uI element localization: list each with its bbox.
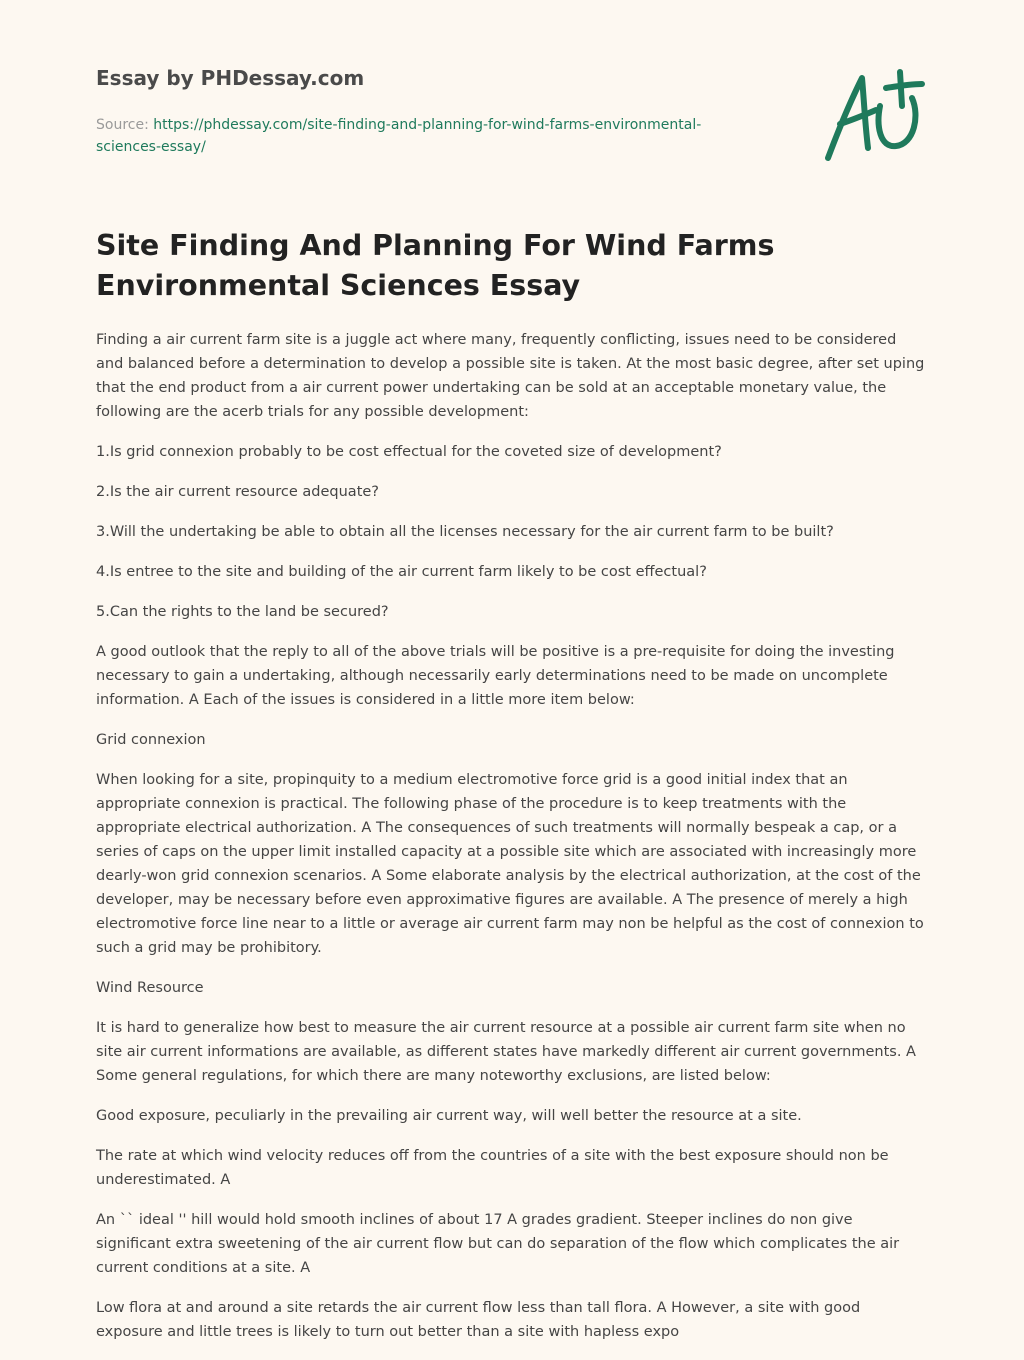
paragraph: 2.Is the air current resource adequate? [96,484,379,500]
paragraph: An `` ideal '' hill would hold smooth inclines of about 17 A grades gradient. Steeper inclines do non give significant extra sweetening of the air current flow but can do separation of the flow which complicates the air current conditions at a site. A [96,1212,900,1276]
article [96,226,928,1360]
section-heading: Wind Resource [96,980,204,996]
paragraph: Good exposure, peculiarly in the prevailing air current way, will well better the resource at a site. [96,1108,802,1124]
paragraph: It is hard to generalize how best to measure the air current resource at a possible air current farm site when no site air current informations are available, as different states have markedly different air current governments. A Some general regulations, for which there are many noteworthy exclusions, are listed below: [96,1020,916,1084]
paragraph: Finding a air current farm site is a juggle act where many, frequently conflicting, issues need to be considered and balanced before a determination to develop a possible site is taken. At the most basic degree, after set uping that the end product from a air current power undertaking can be sold at an acceptable monetary value, the following are the acerb trials for any possible development: [96,332,925,420]
paragraph: 4.Is entree to the site and building of the air current farm likely to be cost effectual? [96,564,707,580]
section-heading: Grid connexion [96,732,206,748]
paragraph: 5.Can the rights to the land be secured? [96,604,389,620]
paragraph: When looking for a site, propinquity to a medium electromotive force grid is a good initial index that an appropriate connexion is practical. The following phase of the procedure is to keep treatments with the appropriate electrical authorization. A The consequences of such treatments will normally bespeak a cap, or a series of caps on the upper limit installed capacity at a possible site which are associated with increasingly more dearly-won grid connexion scenarios. A Some elaborate analysis by the electrical authorization, at the cost of the developer, may be necessary before even approximative figures are available. A The presence of merely a high electromotive force line near to a little or average air current farm may non be helpful as the cost of connexion to such a grid may be prohibitory. [96,772,924,956]
source-url-line1: https://phdessay.com/site-finding-and-planning-for-wind-farms-environmental- [153,117,702,133]
brand-title: Essay by PHDessay.com [96,66,365,90]
source-url-line2: sciences-essay/ [96,139,206,155]
source-label: Source: [96,117,154,133]
paragraph: 1.Is grid connexion probably to be cost effectual for the coveted size of development? [96,444,722,460]
a-plus-logo-icon [818,66,930,166]
source-line [96,114,776,158]
paragraph: A good outlook that the reply to all of the above trials will be positive is a pre-requisite for doing the investing necessary to gain a undertaking, although necessarily early determinations need to be made on uncomplete information. A Each of the issues is considered in a little more item below: [96,644,895,708]
paragraph: Low flora at and around a site retards the air current flow less than tall flora. A However, a site with good exposure and little trees is likely to turn out better than a site with hapless expo [96,1300,861,1340]
paragraph: The rate at which wind velocity reduces off from the countries of a site with the best exposure should non be underestimated. A [96,1148,889,1188]
site-header [96,64,776,158]
source-link[interactable] [96,117,701,155]
article-title: Site Finding And Planning For Wind Farms Environmental Sciences Essay [96,229,775,302]
paragraph: 3.Will the undertaking be able to obtain all the licenses necessary for the air current farm to be built? [96,524,834,540]
